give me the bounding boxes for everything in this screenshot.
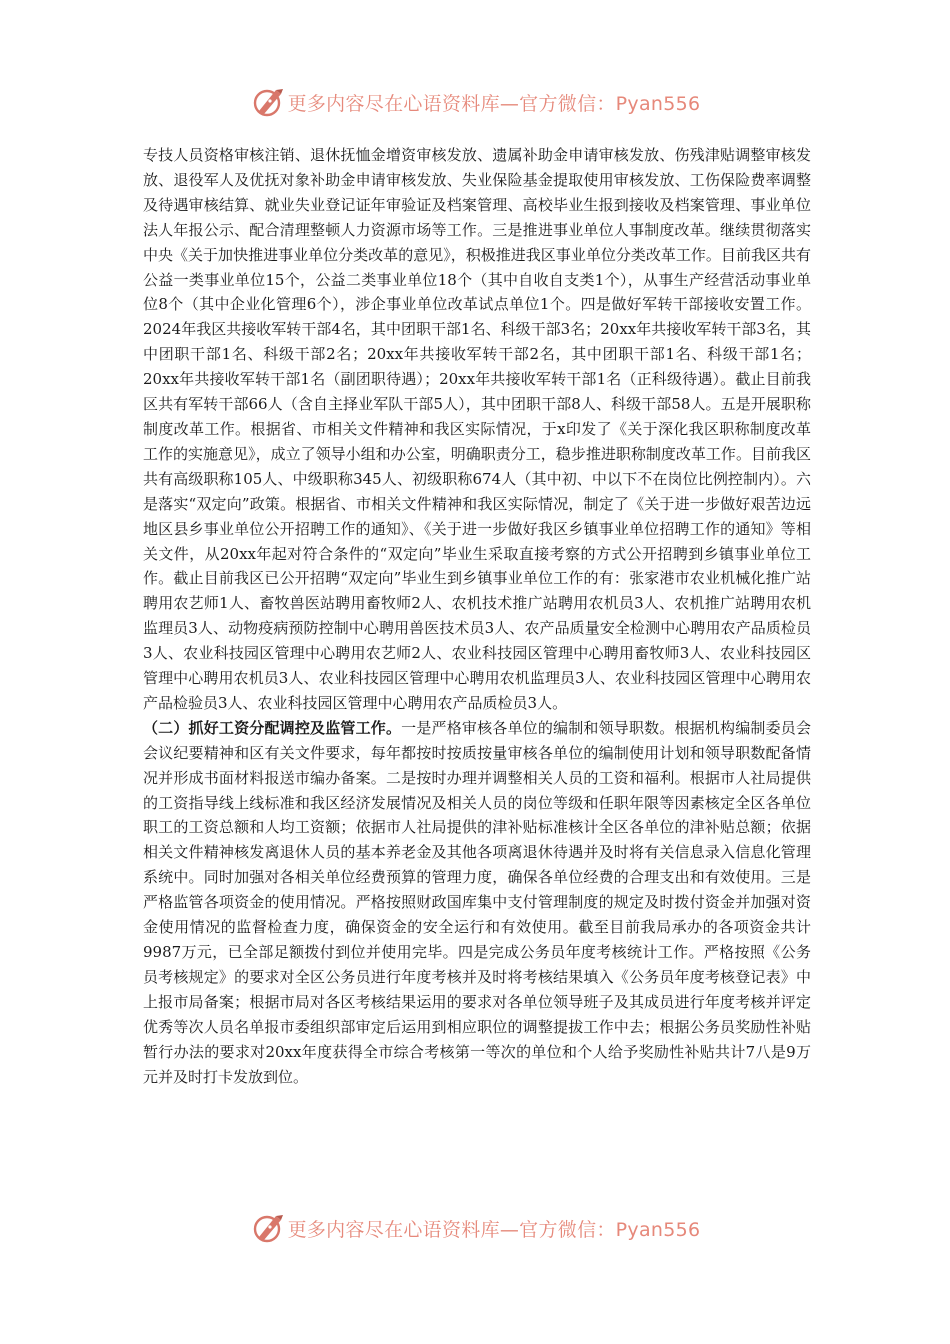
paragraph (143, 716, 811, 1090)
paragraph-text: 一是严格审核各单位的编制和领导职数。根据机构编制委员会会议纪要精神和区有关文件要求，每年都按时按质按量审核各单位的编制使用计划和领导职数配备情况并形成书面材料报送市编办备案。二是按时办理并调整相关人员的工资和福利。根据市人社局提供的工资指导线上线标准和我区经济发展情况及相关人员的岗位等级和任职年限等因素核定全区各单位职工的工资总额和人均工资额；依据市人社局提供的津补贴标准核计全区各单位的津补贴总额；依据相关文件精神核发离退休人员的基本养老金及其他各项离退休待遇并及时将有关信息录入信息化管理系统中。同时加强对各相关单位经费预算的管理力度，确保各单位经费的合理支出和有效使用。三是严格监管各项资金的使用情况。严格按照财政国库集中支付管理制度的规定及时拨付资金并加强对资金使用情况的监督检查力度，确保资金的安全运行和有效使用。截至目前我局承办的各项资金共计9987万元，已全部足额拨付到位并使用完毕。四是完成公务员年度考核统计工作。严格按照《公务员考核规定》的要求对全区公务员进行年度考核并及时将考核结果填入《公务员年度考核登记表》中上报市局备案；根据市局对各区考核结果运用的要求对各单位领导班子及其成员进行年度考核并评定优秀等次人员名单报市委组织部审定后运用到相应职位的调整提拔工作中去；根据公务员奖励性补贴暂行办法的要求对20xx年度获得全市综合考核第一等次的单位和个人给予奖励性补贴共计7八是9万元并及时打卡发放到位。 (143, 718, 811, 1086)
header-banner (0, 82, 950, 122)
section-heading: （二）抓好工资分配调控及监管工作。 (143, 718, 402, 737)
footer-banner (0, 1208, 950, 1248)
paragraph: 专技人员资格审核注销、退休抚恤金增资审核发放、遗属补助金申请审核发放、伤残津贴调整审核发放、退役军人及优抚对象补助金申请审核发放、失业保险基金提取使用审核发放、工伤保险费率调整及待遇审核结算、就业失业登记证年审验证及档案管理、高校毕业生报到接收及档案管理、事业单位法人年报公示、配合清理整顿人力资源市场等工作。三是推进事业单位人事制度改革。继续贯彻落实中央《关于加快推进事业单位分类改革的意见》，积极推进我区事业单位分类改革工作。目前我区共有公益一类事业单位15个，公益二类事业单位18个（其中自收自支类1个），从事生产经营活动事业单位8个（其中企业化管理6个），涉企事业单位改革试点单位1个。四是做好军转干部接收安置工作。2024年我区共接收军转干部4名，其中团职干部1名、科级干部3名；20xx年共接收军转干部3名，其中团职干部1名、科级干部2名；20xx年共接收军转干部2名，其中团职干部1名、科级干部1名；20xx年共接收军转干部1名（副团职待遇）；20xx年共接收军转干部1名（正科级待遇）。截止目前我区共有军转干部66人（含自主择业军队干部5人），其中团职干部8人、科级干部58人。五是开展职称制度改革工作。根据省、市相关文件精神和我区实际情况，于x印发了《关于深化我区职称制度改革工作的实施意见》，成立了领导小组和办公室，明确职责分工，稳步推进职称制度改革工作。目前我区共有高级职称105人、中级职称345人、初级职称674人（其中初、中以下不在岗位比例控制内）。六是落实“双定向”政策。根据省、市相关文件精神和我区实际情况，制定了《关于进一步做好艰苦边远地区县乡事业单位公开招聘工作的通知》、《关于进一步做好我区乡镇事业单位招聘工作的通知》等相关文件，从20xx年起对符合条件的“双定向”毕业生采取直接考察的方式公开招聘到乡镇事业单位工作。截止目前我区已公开招聘“双定向”毕业生到乡镇事业单位工作的有：张家港市农业机械化推广站聘用农艺师1人、畜牧兽医站聘用畜牧师2人、农机技术推广站聘用农机员3人、农机推广站聘用农机监理员3人、动物疫病预防控制中心聘用兽医技术员3人、农产品质量安全检测中心聘用农产品质检员3人、农业科技园区管理中心聘用农艺师2人、农业科技园区管理中心聘用畜牧师3人、农业科技园区管理中心聘用农机员3人、农业科技园区管理中心聘用农机监理员3人、农业科技园区管理中心聘用农产品检验员3人、农业科技园区管理中心聘用农产品质检员3人。 (143, 146, 811, 712)
pen-nib-circle-icon (250, 84, 286, 120)
pen-nib-circle-icon (250, 1210, 286, 1246)
document-body (143, 143, 811, 1089)
banner-text: 更多内容尽在心语资料库—官方微信：Pyan556 (287, 1218, 701, 1241)
banner-text: 更多内容尽在心语资料库—官方微信：Pyan556 (287, 92, 701, 115)
